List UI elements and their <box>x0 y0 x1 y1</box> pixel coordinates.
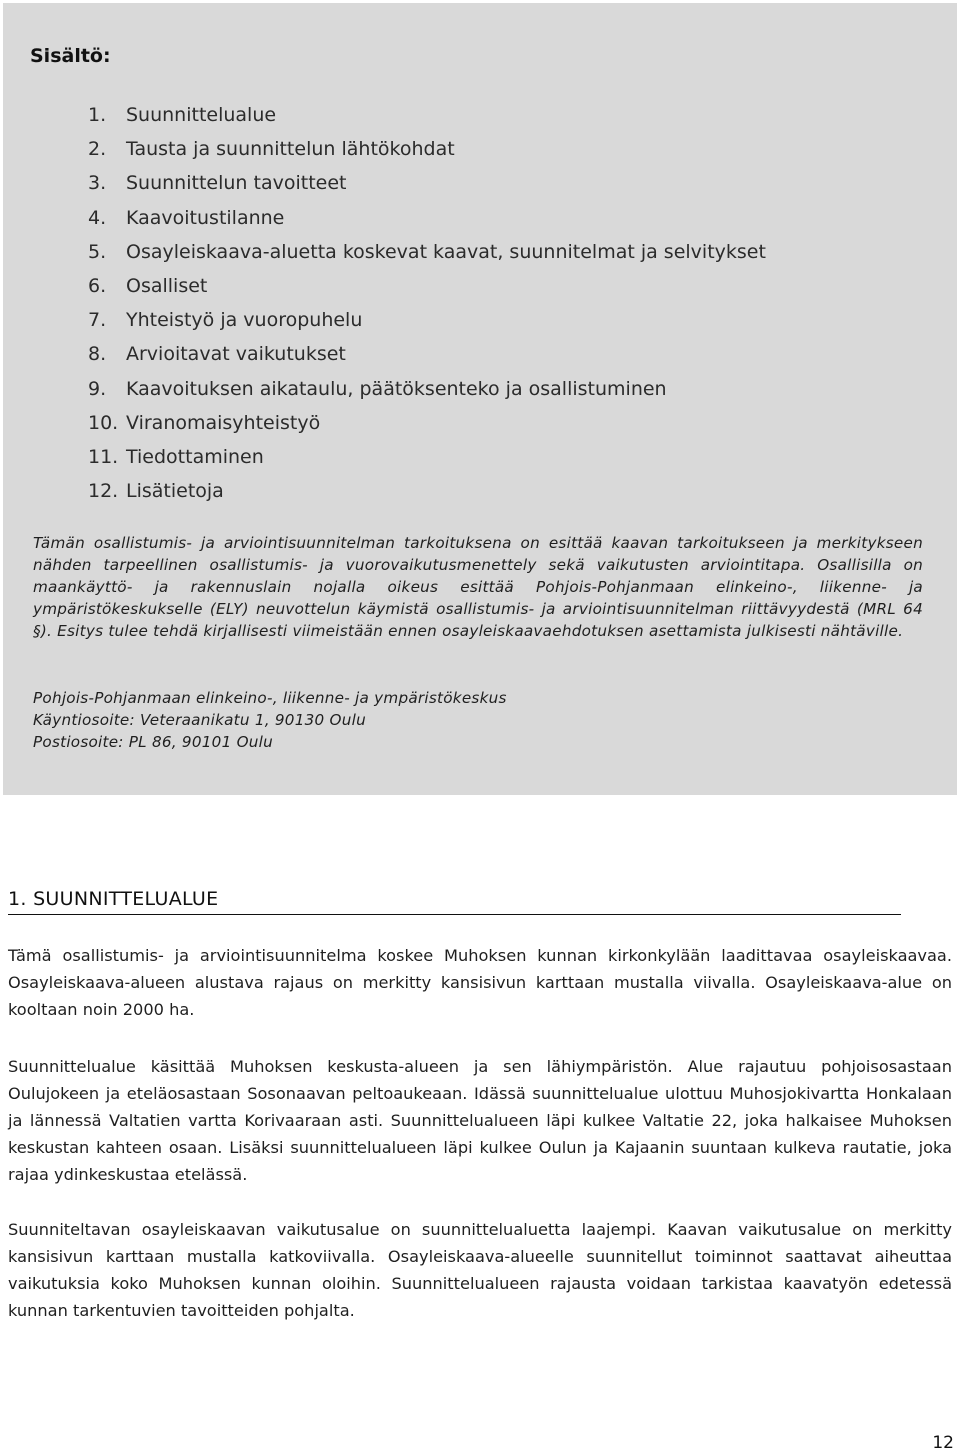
toc-item <box>88 305 766 339</box>
toc-item <box>88 374 766 408</box>
toc-item-label: Suunnittelun tavoitteet <box>126 172 347 195</box>
toc-item <box>88 100 766 134</box>
toc-item-label: Lisätietoja <box>126 480 224 503</box>
toc-item <box>88 134 766 168</box>
participation-notice: Tämän osallistumis- ja arviointisuunnitelman tarkoituksena on esittää kaavan tarkoitukseen ja merkitykseen nähden tarpeellinen osallistumis- ja vuorovaikutusmenettely sekä vaikutusten arviointitapa. Osallisilla on maankäyttö- ja rakennuslain nojalla oikeus esittää Pohjois-Pohjanmaan elinkeino-, liikenne- ja ympäristökeskukselle (ELY) neuvottelun käymistä osallistumis- ja arviointisuunnitelman riittävyydestä (MRL 64 §). Esitys tulee tehdä kirjallisesti viimeistään ennen osayleiskaavaehdotuksen asettamista julkisesti nähtäville. <box>33 534 923 640</box>
toc-item-number: 9. <box>88 377 107 400</box>
toc-item <box>88 203 766 237</box>
toc-item-number: 1. <box>88 104 107 126</box>
toc-item-number: 11. <box>88 445 119 468</box>
toc-item-number: 6. <box>88 274 107 297</box>
toc-list <box>88 100 766 510</box>
toc-item <box>88 442 766 476</box>
toc-item-number: 3. <box>88 172 107 195</box>
toc-item <box>88 237 766 271</box>
contact-organization: Pohjois-Pohjanmaan elinkeino-, liikenne- ja ympäristökeskus <box>33 689 507 707</box>
toc-item <box>88 408 766 442</box>
toc-item-number: 5. <box>88 240 107 263</box>
ely-contact-block <box>33 687 507 753</box>
toc-item-label: Kaavoituksen aikataulu, päätöksenteko ja osallistuminen <box>126 377 667 400</box>
toc-item-label: Tiedottaminen <box>126 445 264 468</box>
toc-item-label: Suunnittelualue <box>126 104 277 126</box>
toc-item-label: Kaavoitustilanne <box>126 206 285 229</box>
toc-item-number: 7. <box>88 309 107 332</box>
toc-item-number: 2. <box>88 138 107 161</box>
toc-item-number: 8. <box>88 343 107 366</box>
section-heading: 1. SUUNNITTELUALUE <box>8 884 901 915</box>
body-paragraph: Suunnittelualue käsittää Muhoksen keskusta-alueen ja sen lähiympäristön. Alue rajautuu pohjoisosastaan Oulujokeen ja eteläosastaan Sosonaavan peltoaukeaan. Idässä suunnittelualue ulottuu Muhosjokivartta Honkalaan ja lännessä Valtatien vartta Korivaaraan asti. Suunnittelualueen läpi kulkee Valtatie 22, joka halkaisee Muhoksen keskustan kahteen osaan. Lisäksi suunnittelualueen läpi kulkee Oulun ja Kajaanin suuntaan kulkeva rautatie, joka rajaa ydinkeskustaa etelässä. <box>8 1057 952 1184</box>
toc-title: Sisältö: <box>30 45 111 67</box>
toc-item <box>88 339 766 373</box>
contact-visiting-address: Käyntiosoite: Veteraanikatu 1, 90130 Oulu <box>33 711 366 729</box>
toc-item-label: Osayleiskaava-aluetta koskevat kaavat, suunnitelmat ja selvitykset <box>126 240 766 263</box>
toc-item-label: Viranomaisyhteistyö <box>126 411 321 434</box>
toc-item-label: Arvioitavat vaikutukset <box>126 343 346 366</box>
page-number: 12 <box>932 1433 954 1453</box>
body-paragraph: Suunniteltavan osayleiskaavan vaikutusalue on suunnittelualuetta laajempi. Kaavan vaikutusalue on merkitty kansisivun karttaan mustalla katkoviivalla. Osayleiskaava-alueelle suunnitellut toiminnot saattavat aiheuttaa vaikutuksia koko Muhoksen kunnan oloihin. Suunnittelualueen rajausta voidaan tarkistaa kaavatyön edetessä kunnan tarkentuvien tavoitteiden pohjalta. <box>8 1220 952 1320</box>
toc-item <box>88 476 766 510</box>
body-paragraph: Tämä osallistumis- ja arviointisuunnitelma koskee Muhoksen kunnan kirkonkylään laadittavaa osayleiskaavaa. Osayleiskaava-alueen alustava rajaus on merkitty kansisivun karttaan mustalla viivalla. Osayleiskaava-alue on kooltaan noin 2000 ha. <box>8 946 952 1019</box>
toc-item-label: Osalliset <box>126 274 208 297</box>
toc-item <box>88 168 766 202</box>
contact-postal-address: Postiosoite: PL 86, 90101 Oulu <box>33 733 273 751</box>
toc-item-number: 10. <box>88 411 119 434</box>
toc-item-label: Tausta ja suunnittelun lähtökohdat <box>126 138 455 161</box>
toc-item <box>88 271 766 305</box>
toc-item-number: 4. <box>88 206 107 229</box>
toc-item-label: Yhteistyö ja vuoropuhelu <box>126 309 363 332</box>
toc-item-number: 12. <box>88 480 119 503</box>
